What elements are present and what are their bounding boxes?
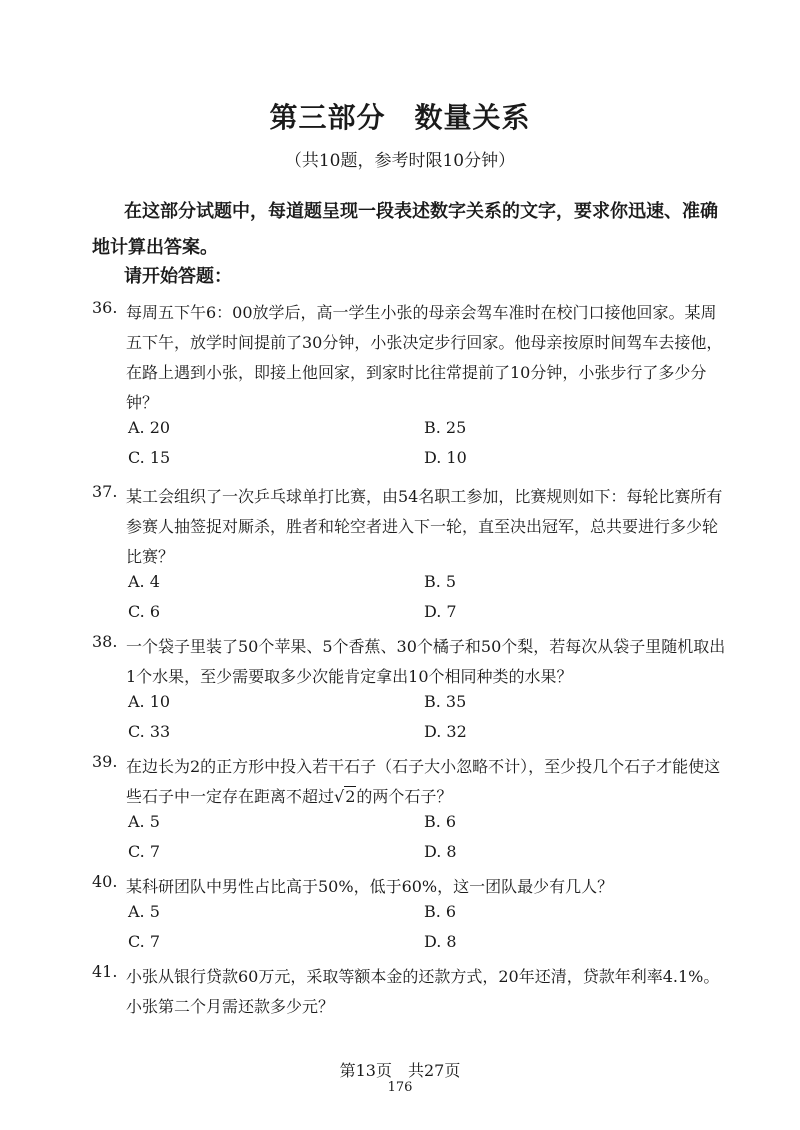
option-b: B. 6 [424,812,457,831]
option-d: D. 8 [424,932,457,951]
option-d: D. 7 [424,602,457,621]
question-number: 38. [92,632,118,651]
option-c: C. 15 [128,448,171,467]
question-40 [92,872,732,962]
question-37 [92,482,732,632]
option-d: D. 32 [424,722,467,741]
options [128,902,732,962]
question-text: 某工会组织了一次乒乓球单打比赛，由54名职工参加，比赛规则如下：每轮比赛所有参赛人抽签捉对厮杀，胜者和轮空者进入下一轮，直至决出冠军，总共要进行多少轮比赛？ [126,487,723,566]
option-b: B. 5 [424,572,457,591]
question-text-before: 在边长为2的正方形中投入若干石子（石子大小忽略不计），至少投几个石子才能使这些石子中一定存在距离不超过 [126,757,721,806]
question-text-after: 的两个石子？ [356,787,453,806]
option-a: A. 10 [128,692,171,711]
question-text: 小张从银行贷款60万元，采取等额本金的还款方式，20年还清，贷款年利率4.1%。小张第二个月需还款多少元？ [126,967,720,1016]
question-38 [92,632,732,752]
section-title: 第三部分 数量关系 [269,101,531,134]
question-36 [92,298,732,478]
option-b: B. 35 [424,692,467,711]
option-b: B. 6 [424,902,457,921]
question-number: 41. [92,962,118,981]
option-d: D. 8 [424,842,457,861]
question-41 [92,962,732,1022]
start-prompt: 请开始答题： [124,266,232,287]
option-a: A. 4 [128,572,160,591]
option-c: C. 33 [128,722,171,741]
question-text: 某科研团队中男性占比高于50%，低于60%，这一团队最少有几人？ [126,877,614,896]
options [128,572,732,632]
question-number: 37. [92,482,118,501]
question-text: 每周五下午6：00放学后，高一学生小张的母亲会驾车准时在校门口接他回家。某周五下午，放学时间提前了30分钟，小张决定步行回家。他母亲按原时间驾车去接他，在路上遇到小张，即接上他回家，到家时比往常提前了10分钟，小张步行了多少分钟？ [126,303,723,412]
sqrt-expression [334,782,356,812]
question-39 [92,752,732,872]
radical-sign: √ [334,787,345,806]
options [128,418,732,478]
option-a: A. 5 [128,902,160,921]
option-a: A. 20 [128,418,171,437]
page-number: 176 [387,1080,413,1095]
option-c: C. 7 [128,842,161,861]
section-intro: 在这部分试题中，每道题呈现一段表述数字关系的文字，要求你迅速、准确地计算出答案。 [92,201,718,258]
question-number: 36. [92,298,118,317]
option-b: B. 25 [424,418,467,437]
option-d: D. 10 [424,448,467,467]
question-number: 39. [92,752,118,771]
question-number: 40. [92,872,118,891]
question-text: 一个袋子里装了50个苹果、5个香蕉、30个橘子和50个梨，若每次从袋子里随机取出1个水果，至少需要取多少次能肯定拿出10个相同种类的水果？ [126,637,726,686]
question-text [126,752,732,812]
option-c: C. 7 [128,932,161,951]
option-c: C. 6 [128,602,161,621]
option-a: A. 5 [128,812,160,831]
options [128,812,732,872]
options [128,692,732,752]
radicand: 2 [345,787,356,806]
page-indicator: 第13页 共27页 [339,1061,461,1080]
section-subtitle: （共10题，参考时限10分钟） [284,151,516,171]
